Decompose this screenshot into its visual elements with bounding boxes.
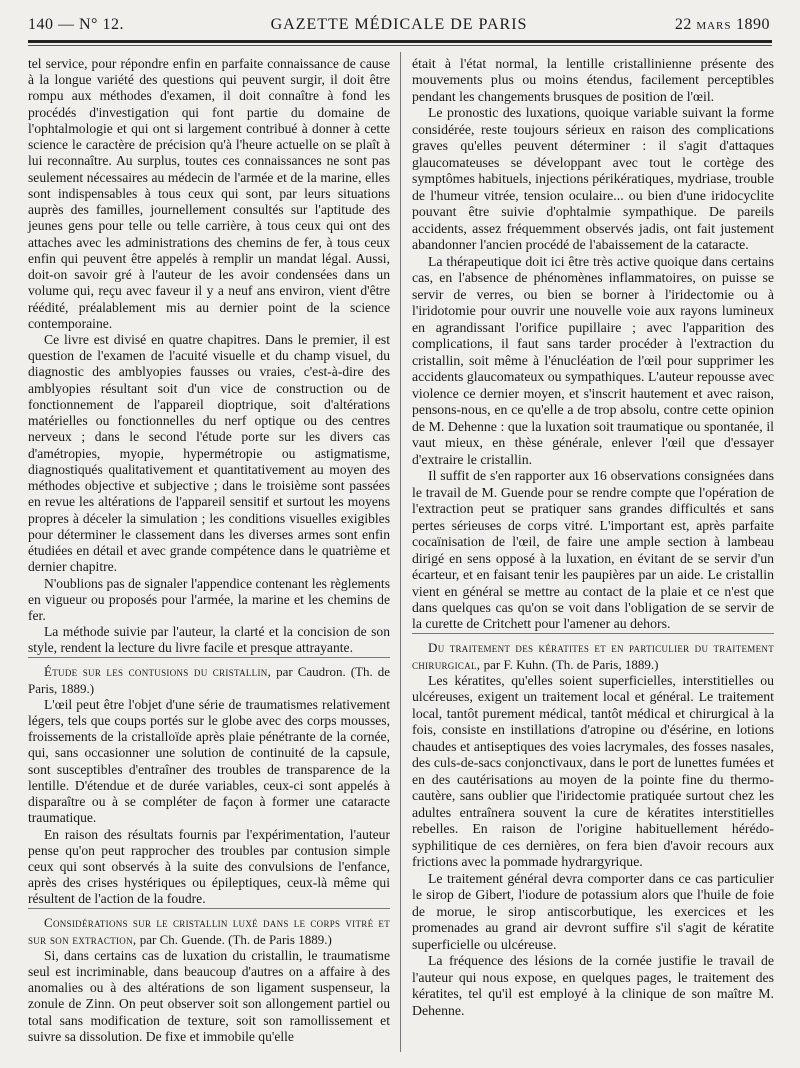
section-author: par F. Kuhn. (Th. de Paris, 1889.) bbox=[480, 656, 659, 672]
right-column bbox=[412, 56, 774, 1019]
section-title: Considérations sur le cristallin luxé dans le corps vitré et sur son extraction, bbox=[28, 914, 390, 947]
section-title: Du traitement des kératites et en particulier du traitement chirurgical, bbox=[412, 639, 774, 672]
header-rule-thin bbox=[28, 45, 772, 46]
section-heading bbox=[28, 908, 390, 948]
date-year: 1890 bbox=[736, 16, 770, 33]
paragraph: Les kératites, qu'elles soient superficielles, interstitielles ou ulcéreuses, exigent un traitement local et général. Le traitement local, tantôt purement médical, tantôt médical et chirurgical à la fois, consiste en instillations d'atropine ou d'ésérine, en lotions chaudes et antiseptiques des voies lacrymales, des fosses nasales, des culs-de-sacs conjonctivaux, dans le port de lunettes fumées et en des cautérisations au moyen de la pointe fine du thermo-cautère, sans oublier que l'iridectomie pratiquée surtout chez les adultes entraînera souvent la cure de kératites interstitielles rebelles. En raison de l'origine habituellement hérédo-syphilitique de ces dernières, on fera bien d'avoir recours aux frictions avec la pommade hydrargyrique. bbox=[412, 672, 774, 870]
paragraph: L'œil peut être l'objet d'une série de traumatismes relativement légers, tels que coups portés sur le globe avec des corps mousses, froissements de la cristalloïde après plaie pénétrante de la cornée, qui, sans occasionner une solution de continuité de la capsule, sont susceptibles d'entraîner des troubles de transparence de la lentille. D'étendue et de durée variables, ceux-ci sont appelés à disparaître ou à se compléter de façon à former une cataracte traumatique. bbox=[28, 696, 390, 826]
paragraph: La thérapeutique doit ici être très active quoique dans certains cas, en l'absence de phénomènes inflammatoires, on puisse se servir de verres, ou bien se borner à l'iridectomie ou à l'iridotomie pour ouvrir une nouvelle voie aux rayons lumineux en agrandissant l'orifice pupillaire ; avec l'apparition des complications, il faut sans tarder procéder à l'extraction du cristallin, soit même à l'énucléation de l'œil pour supprimer les accidents glaucomateux ou sympathiques. L'auteur repousse avec violence ce dernier moyen, et s'inscrit hautement et avec raison, pensons-nous, en ce qu'elle a de trop absolu, contre cette opinion de M. Dehenne : que la luxation soit traumatique ou spontanée, il vaut mieux, en thèse générale, enlever l'œil que d'essayer d'extraire le cristallin. bbox=[412, 253, 774, 467]
journal-title: GAZETTE MÉDICALE DE PARIS bbox=[270, 16, 528, 33]
paragraph: tel service, pour répondre enfin en parfaite connaissance de cause à la longue variété des questions qui peuvent surgir, il doit être rompu aux méthodes d'examen, il doit connaître à fond les procédés d'investigation qui font partie du domaine de l'ophtalmologie et qui ont si largement contribué à donner à cette science le caractère de précision qu'à l'heure actuelle on se plaît à lui reconnaître. Au surplus, toutes ces connaissances ne sont pas seulement nécessaires au médecin de l'armée et de la marine, elles sont indispensables à tous ceux qui sont, par leurs situations auprès des familles, journellement consultés sur l'aptitude des jeunes gens pour telle ou telle carrière, à tous ceux qui ont des attaches avec les administrations des chemins de fer, à tous ceux enfin qui peuvent être appelés à remplir un mandat légal. Aussi, doit-on savoir gré à l'auteur de les avoir condensées dans un volume qui, reçu avec faveur il y a neuf ans environ, vient d'être réédité, préalablement mis au dernier point de la science contemporaine. bbox=[28, 56, 390, 331]
section-author: par Ch. Guende. (Th. de Paris 1889.) bbox=[136, 931, 332, 947]
paragraph: En raison des résultats fournis par l'expérimentation, l'auteur pense qu'on peut rapprocher des troubles par contusion simple ceux qui sont observés à la suite des convulsions de l'enfance, après des crises hystériques ou épileptiques, ceux-là même qui résultent de l'action de la foudre. bbox=[28, 826, 390, 907]
left-column bbox=[28, 56, 390, 1045]
section-heading bbox=[412, 633, 774, 673]
paragraph: Ce livre est divisé en quatre chapitres. Dans le premier, il est question de l'examen de l'acuité visuelle et du champ visuel, du diagnostic des amblyopies fausses ou vraies, c'est-à-dire des amblyopies résultant soit d'un vice de construction ou de fonctionnement de l'appareil dioptrique, soit d'altérations matérielles ou fonctionnelles du nerf optique ou des centres nerveux ; dans le second l'étude porte sur les divers cas d'amétropies, myopie, hypermétropie ou astigmatisme, diagnostiqués qualitativement et quantitativement au moyen des méthodes objective et subjective ; dans le troisième sont passées en revue les altérations de l'appareil sensitif et surtout les moyens propres à déceler la simulation ; les conditions visuelles exigibles pour déterminer le classement dans les diverses armes sont enfin étudiées en détail et avec grande compétence dans le quatrième et dernier chapitre. bbox=[28, 331, 390, 575]
paragraph: Si, dans certains cas de luxation du cristallin, le traumatisme seul est incriminable, dans beaucoup d'autres on a affaire à des anomalies ou à des altérations de son ligament suspenseur, la zonule de Zinn. On peut observer soit son allongement partiel ou total sans modification de texture, soit son ramollissement et suivre sa dissolution. De fixe et immobile qu'elle bbox=[28, 947, 390, 1044]
issue-number: — N° 12. bbox=[58, 16, 124, 33]
paragraph: Le traitement général devra comporter dans ce cas particulier le sirop de Gibert, l'iodure de potassium alors que l'huile de foie de morue, le sirop antiscorbutique, les exercices et les promenades au grand air devront suffire s'il s'agit de kératite superficielle ou ulcéreuse. bbox=[412, 870, 774, 952]
paragraph: La fréquence des lésions de la cornée justifie le travail de l'auteur qui nous expose, en quelques pages, le traitement des kératites, tel qu'il est employé à la clinique de son maître M. Dehenne. bbox=[412, 953, 774, 1018]
column-divider bbox=[400, 52, 401, 1052]
page-header bbox=[28, 14, 770, 36]
issue-date bbox=[675, 16, 770, 34]
date-month: MARS bbox=[696, 20, 732, 32]
header-rule-thick bbox=[28, 40, 772, 43]
paragraph: La méthode suivie par l'auteur, la clarté et la concision de son style, rendent la lecture du livre facile et presque attrayante. bbox=[28, 624, 390, 656]
section-author: par Caudron. (Th. de Paris, 1889.) bbox=[28, 663, 390, 696]
date-day: 22 bbox=[674, 16, 692, 33]
section-heading bbox=[28, 657, 390, 697]
paragraph: Il suffit de s'en rapporter aux 16 observations consignées dans le travail de M. Guende pour se rendre compte que l'opération de l'extraction peut se pratiquer sans grandes difficultés et sans pertes sérieuses de corps vitré. L'important est, après parfaite cocaïnisation de l'œil, de faire une ample section à lambeau dirigé en sens opposé à la luxation, en évitant de se servir d'un écarteur, et en faisant tenir les paupières par un aide. Le cristallin vient en général se mettre au contact de la plaie et ce n'est que dans quelques cas qu'on se voit dans l'obligation de se servir de la curette de Critchett pour l'amener au dehors. bbox=[412, 468, 774, 632]
page-number: 140 bbox=[28, 16, 54, 33]
section-title: Étude sur les contusions du cristallin, bbox=[44, 663, 272, 679]
paragraph: N'oublions pas de signaler l'appendice contenant les règlements en vigueur ou proposés pour l'armée, la marine et les chemins de fer. bbox=[28, 575, 390, 623]
paragraph: Le pronostic des luxations, quoique variable suivant la forme considérée, reste toujours sérieux en raison des complications graves qu'elles peuvent déterminer : il s'agit d'attaques glaucomateuses se développant avec tout le cortège des symptômes habituels, injections périkératiques, mydriase, trouble de l'humeur vitrée, tension oculaire... ou bien d'une iridocyclite pouvant être suivie d'ophtalmie sympathique. De pareils accidents, assez fréquemment observés jadis, ont fait justement abandonner l'ancien procédé de l'abaissement de la cataracte. bbox=[412, 105, 774, 253]
paragraph: était à l'état normal, la lentille cristallinienne présente des mouvements plus ou moins étendus, facilement perceptibles pendant les changements brusques de position de l'œil. bbox=[412, 56, 774, 104]
